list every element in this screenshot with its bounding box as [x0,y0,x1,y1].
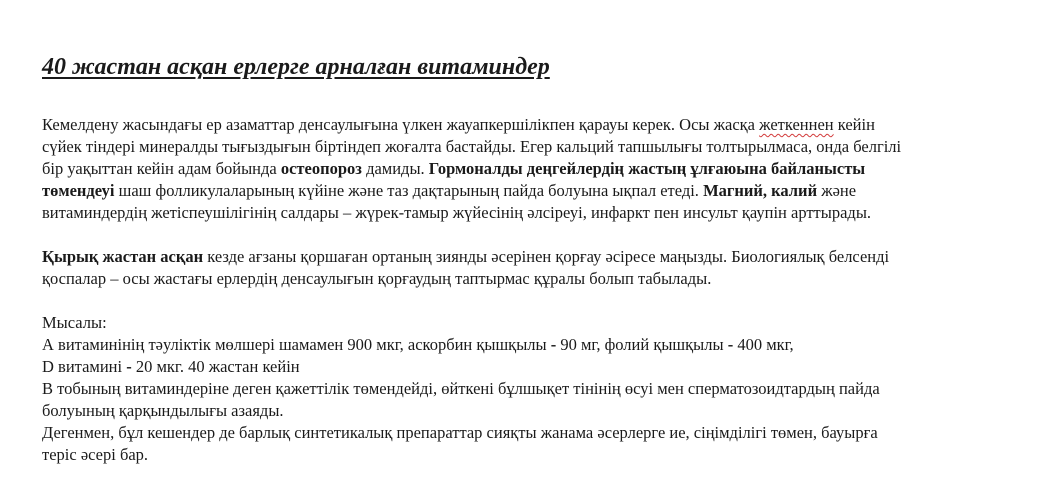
bold-phrase-forty: Қырық жастан асқан [42,247,204,266]
spellcheck-marked-word[interactable]: жеткеннен [759,115,834,134]
paragraph-forty [42,246,889,290]
text-line: қоспалар – осы жастағы ерлердің денсаулығын қорғаудың таптырмас құралы болып табылады. [42,269,712,288]
paragraph-examples [42,312,880,466]
bold-dash: - [727,335,734,354]
text-run: бір уақыттан кейін адам бойында [42,159,281,178]
text-run: Кемелдену жасындағы ер азаматтар денсаулығына үлкен жауапкершілікпен қарауы керек. Осы жасқа [42,115,760,134]
text-run: кейін [833,115,875,134]
text-run: 400 мкг, [733,335,794,354]
bold-phrase-hormonal: Гормоналды деңгейлердің жастың ұлғаюына байланысты [428,159,866,178]
text-line [42,158,901,180]
text-run: және [817,181,857,200]
text-line: сүйек тіндері минералды тығыздығын біртіндеп жоғалта бастайды. Егер кальций тапшылығы толтырылмаса, онда белгілі [42,137,902,156]
text-line [42,246,889,268]
bold-term-minerals: Магний, калий [703,181,818,200]
text-line [42,180,901,202]
bold-dash: - [126,357,132,376]
bold-dash: - [550,335,557,354]
bold-term-osteoporosis: остеопороз [280,159,362,178]
text-run: дамиды. [361,159,429,178]
text-line [42,356,880,378]
text-line [42,334,880,356]
text-line: витаминдердің жетіспеушілігінің салдары – жүрек-тамыр жүйесінің әлсіреуі, инфаркт пен инсульт қаупін арттырады. [42,203,872,222]
text-run: D витамині [42,357,127,376]
text-run: 90 мг, фолий қышқылы [556,335,728,354]
text-line: теріс әсері бар. [42,445,149,464]
text-line: Мысалы: [42,313,107,332]
text-line: Дегенмен, бұл кешендер де барлық синтетикалық препараттар сияқты жанама әсерлерге ие, сіңімділігі төмен, бауырға [42,423,878,442]
text-line [42,114,901,136]
text-line: болуының қарқындылығы азаяды. [42,401,284,420]
document-title: 40 жастан асқан ерлерге арналған витаминдер [42,54,550,80]
text-run: кезде ағзаны қоршаған ортаның зиянды әсерінен қорғау әсіресе маңызды. Биологиялық белсенді [203,247,890,266]
text-run: 20 мкг. 40 жастан кейін [131,357,300,376]
text-line: В тобының витаминдеріне деген қажеттілік төмендейді, өйткені бұлшықет тінінің өсуі мен сперматозоидтардың пайда [42,379,880,398]
text-run: А витаминінің тәуліктік мөлшері шамамен 900 мкг, аскорбин қышқылы [42,335,551,354]
text-run: шаш фолликулаларының күйіне және таз дақтарының пайда болуына ықпал етеді. [114,181,704,200]
paragraph-intro [42,114,901,224]
bold-phrase-decrease: төмендеуі [42,181,115,200]
